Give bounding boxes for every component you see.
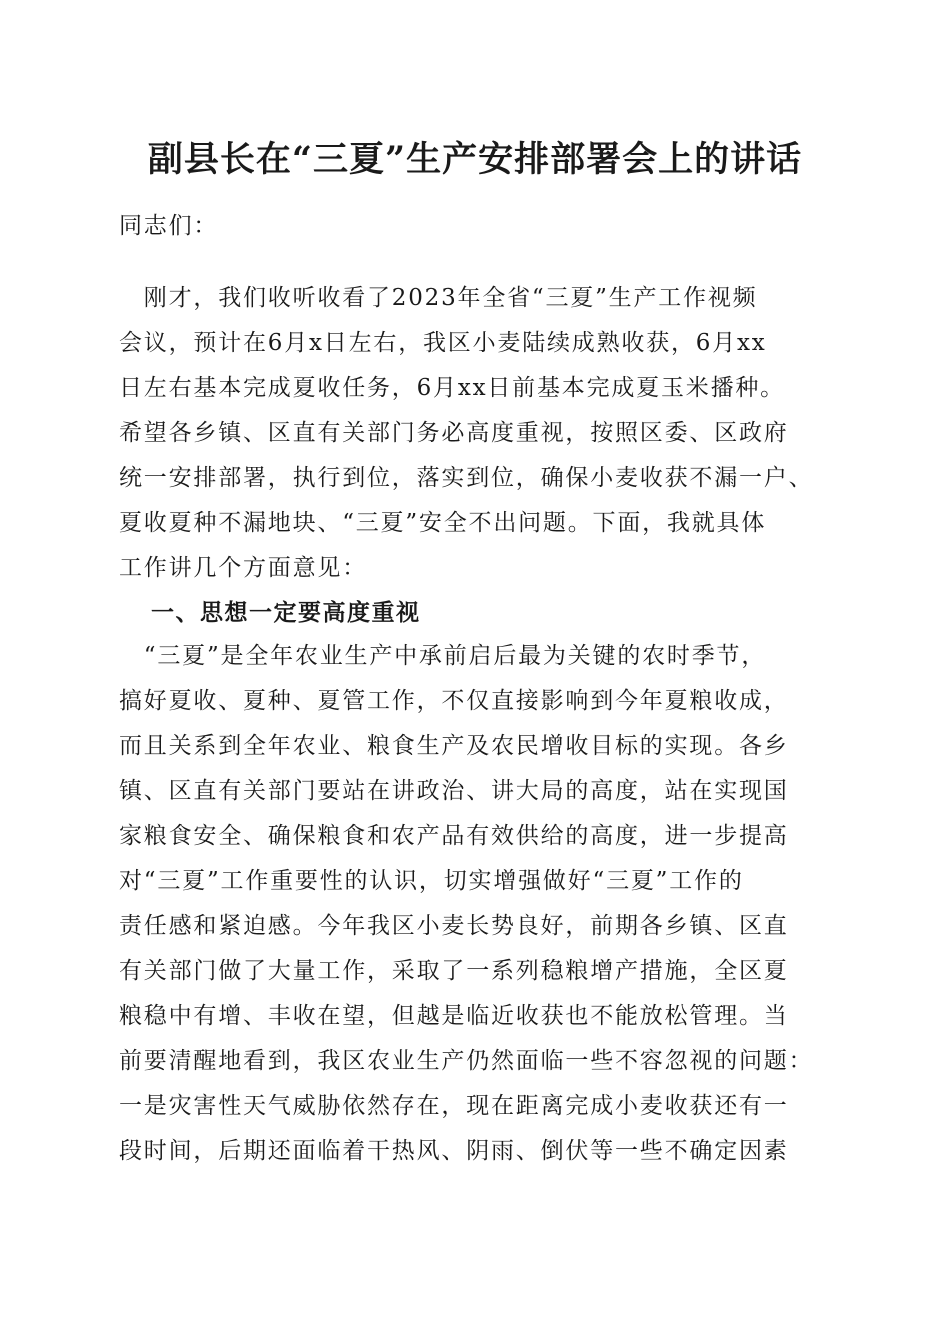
- paragraph-line: 前要清醒地看到，我区农业生产仍然面临一些不容忽视的问题：: [119, 1048, 814, 1074]
- salutation: 同志们：: [119, 213, 219, 239]
- paragraph-line: 会议，预计在6月x日左右，我区小麦陆续成熟收获，6月xx: [119, 330, 767, 356]
- paragraph-line: 有关部门做了大量工作，采取了一系列稳粮增产措施，全区夏: [119, 958, 789, 984]
- section-heading: 一、思想一定要高度重视: [151, 600, 421, 626]
- paragraph-line: 希望各乡镇、区直有关部门务必高度重视，按照区委、区政府: [119, 420, 789, 446]
- paragraph-line: 搞好夏收、夏种、夏管工作，不仅直接影响到今年夏粮收成，: [119, 688, 789, 714]
- paragraph-line: 一是灾害性天气威胁依然存在，现在距离完成小麦收获还有一: [119, 1093, 789, 1119]
- paragraph-line: 家粮食安全、确保粮食和农产品有效供给的高度，进一步提高: [119, 823, 789, 849]
- paragraph-line: 镇、区直有关部门要站在讲政治、讲大局的高度，站在实现国: [119, 778, 789, 804]
- paragraph-line: 统一安排部署，执行到位，落实到位，确保小麦收获不漏一户、: [119, 465, 814, 491]
- paragraph-line: 日左右基本完成夏收任务，6月xx日前基本完成夏玉米播种。: [119, 375, 785, 401]
- paragraph-line: 段时间，后期还面临着干热风、阴雨、倒伏等一些不确定因素: [119, 1138, 789, 1164]
- paragraph-line: 工作讲几个方面意见：: [119, 555, 367, 581]
- paragraph-line: “三夏”是全年农业生产中承前启后最为关键的农时季节，: [119, 643, 767, 669]
- paragraph-line: 刚才，我们收听收看了2023年全省“三夏”生产工作视频: [119, 285, 758, 311]
- document-title: 副县长在“三夏”生产安排部署会上的讲话: [147, 139, 803, 180]
- paragraph-line: 夏收夏种不漏地块、“三夏”安全不出问题。下面，我就具体: [119, 510, 767, 536]
- paragraph-line: 而且关系到全年农业、粮食生产及农民增收目标的实现。各乡: [119, 733, 789, 759]
- paragraph-line: 对“三夏”工作重要性的认识，切实增强做好“三夏”工作的: [119, 868, 744, 894]
- paragraph-line: 责任感和紧迫感。今年我区小麦长势良好，前期各乡镇、区直: [119, 913, 789, 939]
- paragraph-line: 粮稳中有增、丰收在望，但越是临近收获也不能放松管理。当: [119, 1003, 789, 1029]
